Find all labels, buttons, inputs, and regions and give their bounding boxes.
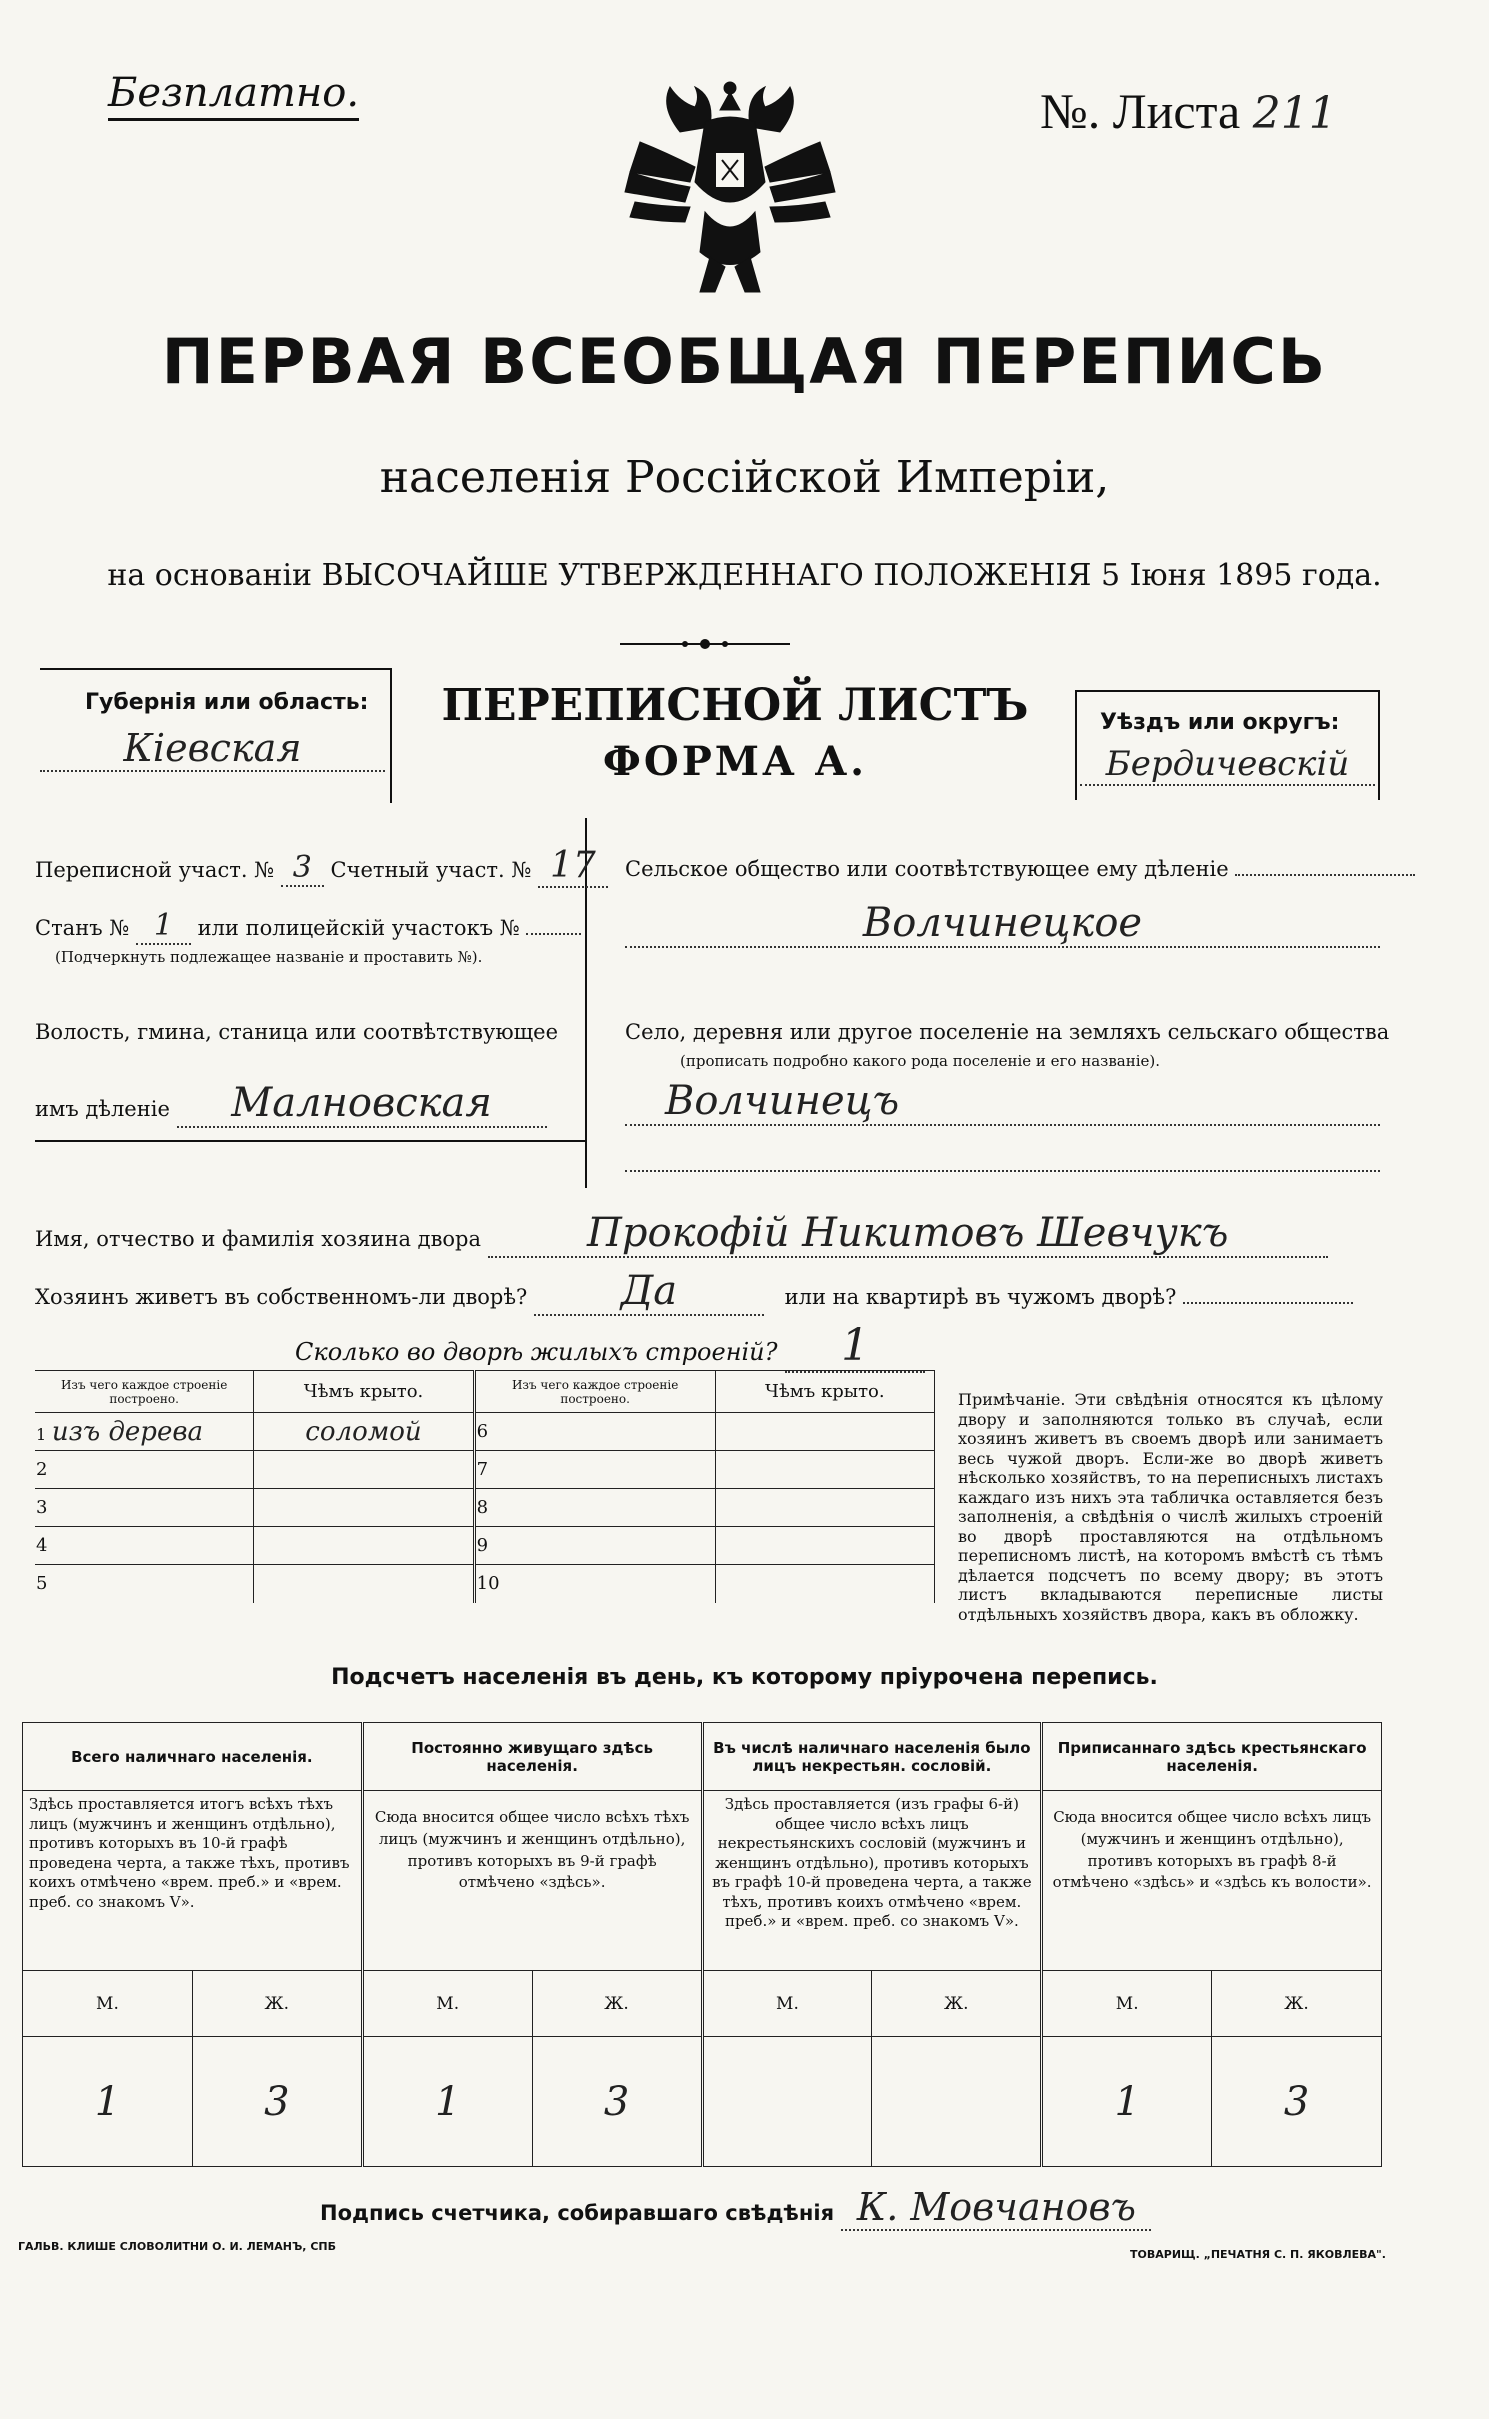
district-value: Бердичевскій [1080,744,1375,786]
pop-col-3-title: Въ числѣ наличнаго населенія было лицъ некрестьян. сословій. [702,1723,1042,1791]
signature-line [320,2185,1151,2231]
census-area-label: Переписной участ. № [35,858,275,882]
pop-col-4-title: Приписаннаго здѣсь крестьянскаго населенія. [1042,1723,1382,1791]
col-material-right: Изъ чего каждое строеніе построено. [474,1371,715,1413]
own-yard-line [35,1268,1353,1316]
census-area-line [35,845,608,886]
table-row [35,1489,935,1527]
location-bottom-line [35,1140,585,1142]
population-heading: Подсчетъ населенія въ день, къ которому пріурочена перепись. [331,1665,1158,1690]
buildings-note: Примѣчаніе. Эти свѣдѣнія относятся къ цѣлому двору и заполняются только въ случаѣ, если хозяинъ живетъ въ своемъ дворѣ или занимаетъ весь чужой дворъ. Если-же во дворѣ живетъ нѣсколько хозяйствъ, то на переписныхъ листахъ каждаго изъ нихъ эта табличка оставляется безъ заполненія, а свѣдѣнія о числѣ жилыхъ строеній во дворѣ проставляются на отдѣльномъ переписномъ листѣ, на которомъ вмѣстѣ съ тѣмъ дѣлается подсчетъ по всему двору; въ этотъ листъ вкладываются переписные листы отдѣльныхъ хозяйствъ двора, какъ въ обложку. [958,1390,1383,1624]
f-label: Ж. [192,1971,362,2037]
pop-col-1-desc: Здѣсь проставляется итогъ всѣхъ тѣхъ лицъ (мужчинъ и женщинъ отдѣльно), противъ которыхъ въ 10-й графѣ проведена черта, а также тѣхъ, противъ коихъ отмѣчено «врем. преб.» и «врем. преб. со знакомъ V». [23,1791,363,1971]
ornament-divider [620,636,790,646]
page-subtitle: населенія Россійской Имперіи, [379,452,1110,503]
pop-col-2-title: Постоянно живущаго здѣсь населенія. [362,1723,702,1791]
table-row [35,1527,935,1565]
volost-line [35,1080,547,1128]
m-label: М. [1042,1971,1212,2037]
rent-label: или на квартирѣ въ чужомъ дворѣ? [784,1285,1177,1309]
village-note: (прописать подробно какого рода поселеніе и его названіе). [680,1052,1160,1070]
pop-col-4-f: 3 [1212,2037,1382,2167]
row-roof: соломой [254,1413,474,1451]
row-number: 8 [476,1497,489,1518]
pop-col-3-desc: Здѣсь проставляется (изъ графы 6-й) общее число всѣхъ лицъ некрестьянскихъ сословій (мужчинъ и женщинъ отдѣльно), противъ которыхъ въ графѣ 10-й проведена черта, а также тѣхъ, противъ коихъ отмѣчено «врем. преб.» и «врем. преб. со знакомъ V». [702,1791,1042,1971]
pop-col-2-f: 3 [532,2037,702,2167]
buildings-table [35,1370,935,1603]
row-number: 1 [36,1424,47,1444]
printer-right: ТОВАРИЩ. „ПЕЧАТНЯ С. П. ЯКОВЛЕВА". [1130,2248,1386,2261]
form-header-box [40,668,1380,798]
pop-col-1-m: 1 [23,2037,193,2167]
pop-col-4-m: 1 [1042,2037,1212,2167]
table-row [35,1565,935,1603]
m-label: М. [362,1971,532,2037]
sheet-number-label: №. Листа [1040,83,1241,139]
count-area-value: 17 [538,845,608,888]
owner-name-line [35,1210,1328,1258]
signature-value: К. Мовчановъ [841,2185,1151,2231]
society-line [625,857,1415,881]
col-roof-left: Чѣмъ крыто. [254,1371,474,1413]
f-label: Ж. [1212,1971,1382,2037]
pop-col-2-desc: Сюда вносится общее число всѣхъ тѣхъ лицъ (мужчинъ и женщинъ отдѣльно), противъ которыхъ въ 9-й графѣ отмѣчено «здѣсь». [362,1791,702,1971]
table-row [35,1451,935,1489]
buildings-label: Сколько во дворѣ жилыхъ строеній? [295,1338,778,1366]
row-material: изъ дерева [51,1416,203,1447]
own-yard-value: Да [534,1268,764,1316]
pop-col-3-m [702,2037,872,2167]
double-headed-eagle-emblem [610,72,850,302]
basis-line: на основаніи ВЫСОЧАЙШЕ УТВЕРЖДЕННАГО ПОЛОЖЕНІЯ 5 Іюня 1895 года. [107,558,1382,593]
volost-value: Малновская [177,1080,547,1128]
population-table [22,1722,1382,2167]
row-number: 5 [36,1573,48,1595]
underline-note: (Подчеркнуть подлежащее названіе и проставить №). [55,948,483,966]
row-number: 9 [476,1535,489,1556]
col-roof-right: Чѣмъ крыто. [715,1371,934,1413]
buildings-line [295,1320,925,1373]
volost-label-2: имъ дѣленіе [35,1097,170,1121]
society-dots [1235,874,1415,876]
m-label: М. [702,1971,872,2037]
pop-col-3-f [872,2037,1042,2167]
row-number: 4 [36,1535,48,1556]
owner-name-value: Прокофій Никитовъ Шевчукъ [488,1210,1328,1258]
pop-col-2-m: 1 [362,2037,532,2167]
row-number: 3 [36,1497,48,1518]
pop-col-1-f: 3 [192,2037,362,2167]
row-number: 6 [476,1421,489,1442]
owner-name-label: Имя, отчество и фамилія хозяина двора [35,1227,482,1251]
printer-left: ГАЛЬВ. КЛИШЕ СЛОВОЛИТНИ О. И. ЛЕМАНЪ, СПБ [18,2240,336,2253]
row-number: 7 [476,1459,489,1480]
police-label: или полицейскій участокъ № [197,916,520,940]
village-dots [625,1170,1380,1172]
volost-label: Волость, гмина, станица или соотвѣтствующее [35,1020,559,1044]
row-number: 10 [476,1573,500,1595]
f-label: Ж. [532,1971,702,2037]
census-area-value: 3 [281,850,324,887]
province-value: Кіевская [40,726,385,772]
society-value: Волчинецкое [625,900,1380,948]
pop-col-1-title: Всего наличнаго населенія. [23,1723,363,1791]
police-value [526,933,581,935]
table-row [35,1413,935,1451]
pop-col-4-desc: Сюда вносится общее число всѣхъ лицъ (мужчинъ и женщинъ отдѣльно), противъ которыхъ въ графѣ 8-й отмѣчено «здѣсь» и «здѣсь къ волости». [1042,1791,1382,1971]
page-title: ПЕРВАЯ ВСЕОБЩАЯ ПЕРЕПИСЬ [161,325,1328,398]
stan-value: 1 [136,908,191,945]
stan-label: Станъ № [35,916,130,940]
sheet-number-value: 211 [1252,88,1337,139]
count-area-label: Счетный участ. № [330,858,532,882]
district-label: Уѣздъ или округъ: [1100,710,1340,735]
row-number: 2 [36,1459,48,1480]
buildings-value: 1 [785,1320,925,1373]
own-yard-label: Хозяинъ живетъ въ собственномъ-ли дворѣ? [35,1285,528,1309]
society-label: Сельское общество или соотвѣтствующее ему дѣленіе [625,857,1229,881]
province-label: Губернія или область: [85,690,369,715]
m-label: М. [23,1971,193,2037]
free-label: Безплатно. [108,70,359,121]
form-title: ПЕРЕПИСНОЙ ЛИСТЪ [441,680,1029,731]
col-material-left: Изъ чего каждое строеніе построено. [35,1371,254,1413]
rent-dots [1183,1302,1353,1304]
f-label: Ж. [872,1971,1042,2037]
village-label: Село, деревня или другое поселеніе на земляхъ сельскаго общества [625,1020,1390,1044]
signature-label: Подпись счетчика, собиравшаго свѣдѣнія [320,2201,835,2225]
form-subtitle: ФОРМА А. [602,738,868,785]
village-value: Волчинецъ [625,1078,1380,1126]
stan-line [35,908,581,943]
sheet-number [1040,82,1337,140]
